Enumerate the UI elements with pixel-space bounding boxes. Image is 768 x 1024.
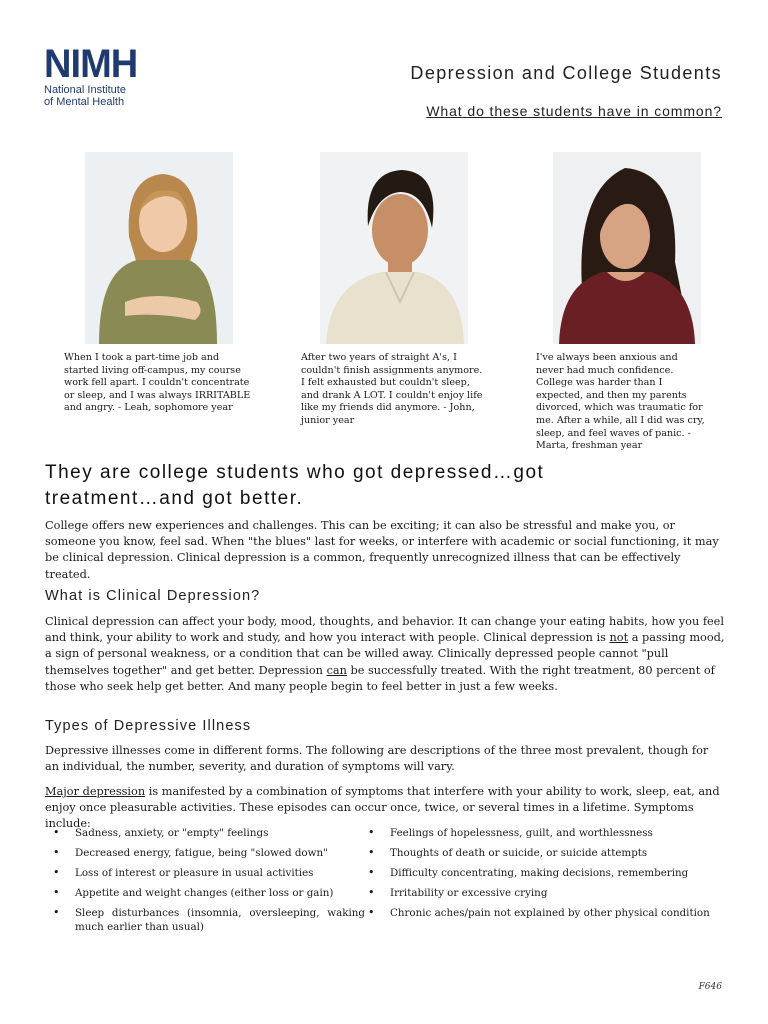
student-photo-marta xyxy=(553,152,701,344)
symptom-list-right xyxy=(360,826,730,926)
logo-line-1: National Institute xyxy=(44,84,126,96)
symptom-item: • Thoughts of death or suicide, or suicide attempts xyxy=(360,846,730,860)
student-photo-leah xyxy=(85,152,233,344)
clinical-text-2: a passing mood, a sign of personal weakness, or a condition that can be willed away. Clinically depressed people cannot "pull themselves together" and get better. Depression xyxy=(45,631,725,677)
types-intro-paragraph: Depressive illnesses come in different forms. The following are descriptions of the three most prevalent, though for an individual, the number, severity, and duration of symptoms will vary. xyxy=(45,744,709,774)
symptom-item: • Decreased energy, fatigue, being "slowed down" xyxy=(45,846,365,860)
symptom-item: • Feelings of hopelessness, guilt, and worthlessness xyxy=(360,826,730,840)
symptom-item: • Sleep disturbances (insomnia, oversleeping, waking much earlier than usual) xyxy=(45,906,365,934)
clinical-text-3: be successfully treated. With the right treatment, 80 percent of those who seek help get better. And many people begin to feel better in just a few weeks. xyxy=(45,663,715,693)
major-depression-term: Major depression xyxy=(45,785,146,798)
symptom-item: • Irritability or excessive crying xyxy=(360,886,730,900)
form-number: F646 xyxy=(698,982,722,992)
types-heading: Types of Depressive Illness xyxy=(45,718,252,734)
logo-line-2: of Mental Health xyxy=(44,96,125,108)
student-photo-john xyxy=(320,152,468,344)
clinical-depression-paragraph xyxy=(45,614,725,695)
document-title: Depression and College Students xyxy=(410,63,722,83)
logo-letters: NIMH xyxy=(44,42,138,86)
symptom-item: • Loss of interest or pleasure in usual activities xyxy=(45,866,365,880)
student-quote-marta: I've always been anxious and never had much confidence. College was harder than I expected, and then my parents divorced, which was traumatic for me. After a while, all I did was cry, sleep, and feel waves of panic. - Marta, freshman year xyxy=(536,352,705,452)
clinical-depression-heading: What is Clinical Depression? xyxy=(45,588,261,604)
emphasis-not: not xyxy=(609,631,629,645)
intro-paragraph: College offers new experiences and challenges. This can be exciting; it can also be stressful and make you, or someone you know, feel sad. When "the blues" last for weeks, or interfere with academic or social functioning, it may be clinical depression. Clinical depression is a common, frequently unrecognized illness that can be effectively treated. xyxy=(45,519,719,581)
nimh-logo xyxy=(44,44,154,108)
clinical-text-1: Clinical depression can affect your body, mood, thoughts, and behavior. It can change your eating habits, how you feel and think, your ability to work and study, and how you interact with people. Clinical depression is xyxy=(45,615,724,645)
symptom-item: • Difficulty concentrating, making decisions, remembering xyxy=(360,866,730,880)
student-quote-leah: When I took a part-time job and started living off-campus, my course work fell apart. I couldn't concentrate or sleep, and I was always IRRITABLE and angry. - Leah, sophomore year xyxy=(64,352,251,414)
emphasis-can: can xyxy=(326,663,347,677)
student-quote-john: After two years of straight A's, I couldn't finish assignments anymore. I felt exhausted but couldn't sleep, and drank A LOT. I couldn't enjoy life like my friends did anymore. - John, junior year xyxy=(301,352,483,426)
document-subtitle: What do these students have in common? xyxy=(426,103,722,119)
symptom-list-left xyxy=(45,826,365,940)
headline: They are college students who got depressed…got treatment…and got better. xyxy=(45,462,545,509)
symptom-item: • Appetite and weight changes (either loss or gain) xyxy=(45,886,365,900)
symptom-item: • Sadness, anxiety, or "empty" feelings xyxy=(45,826,365,840)
symptom-item: • Chronic aches/pain not explained by other physical condition xyxy=(360,906,730,920)
major-depression-text: is manifested by a combination of symptoms that interfere with your ability to work, sleep, eat, and enjoy once pleasurable activities. These episodes can occur once, twice, or several times in a lifetime. Symptoms include: xyxy=(45,785,720,831)
